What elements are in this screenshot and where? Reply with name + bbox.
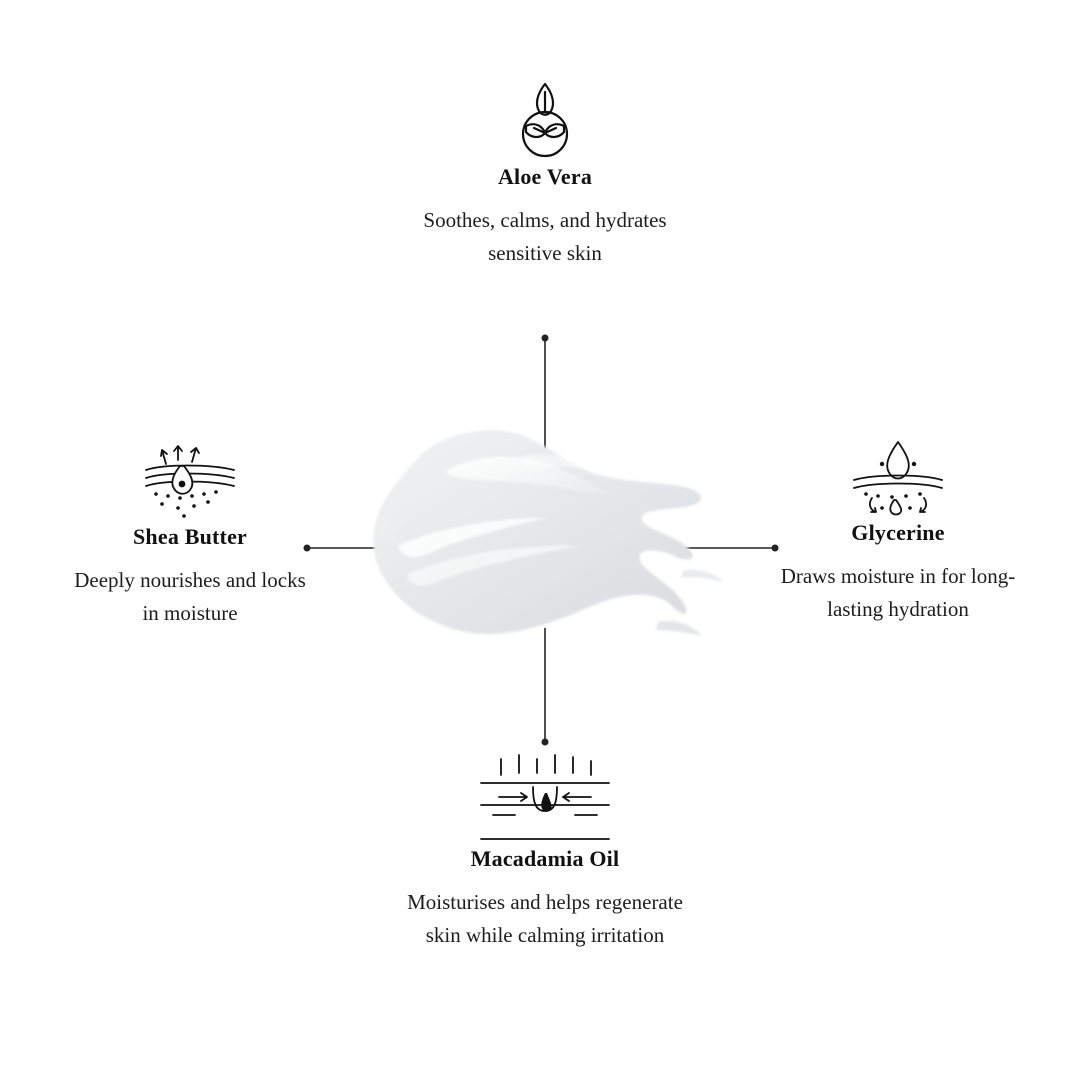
connector-dot-macadamia xyxy=(542,739,549,746)
ingredient-description xyxy=(380,204,710,269)
hair-follicle-droplet-icon xyxy=(330,760,760,846)
desc-line-1: Draws moisture in for long- xyxy=(780,564,1016,588)
desc-line-2: skin while calming irritation xyxy=(425,922,665,947)
ingredient-glycerine xyxy=(748,434,1048,625)
desc-line-1: Deeply nourishes and locks xyxy=(74,568,306,592)
ingredient-description xyxy=(345,886,745,951)
ingredient-description xyxy=(758,560,1038,625)
cream-swatch xyxy=(340,360,750,660)
cream-swatch-graphic xyxy=(340,360,750,660)
ingredient-shea-butter xyxy=(40,438,340,629)
ingredient-title: Aloe Vera xyxy=(497,164,593,189)
ingredient-title: Glycerine xyxy=(851,520,945,545)
aloe-leaf-drop-icon xyxy=(340,78,750,164)
droplet-skin-moisture-icon xyxy=(748,434,1048,520)
desc-line-1: Soothes, calms, and hydrates xyxy=(423,208,667,232)
ingredient-macadamia-oil xyxy=(330,760,760,951)
connector-dot-aloe xyxy=(542,335,549,342)
desc-line-2: in moisture xyxy=(142,600,238,625)
desc-line-2: sensitive skin xyxy=(488,240,602,265)
desc-line-2: lasting hydration xyxy=(827,596,969,621)
ingredient-aloe-vera xyxy=(340,78,750,269)
skin-layers-droplet-up-arrows-icon xyxy=(40,438,340,524)
ingredient-title: Shea Butter xyxy=(132,524,248,549)
ingredient-description xyxy=(45,564,335,629)
ingredient-title: Macadamia Oil xyxy=(470,846,620,871)
desc-line-1: Moisturises and helps regenerate xyxy=(407,890,683,914)
